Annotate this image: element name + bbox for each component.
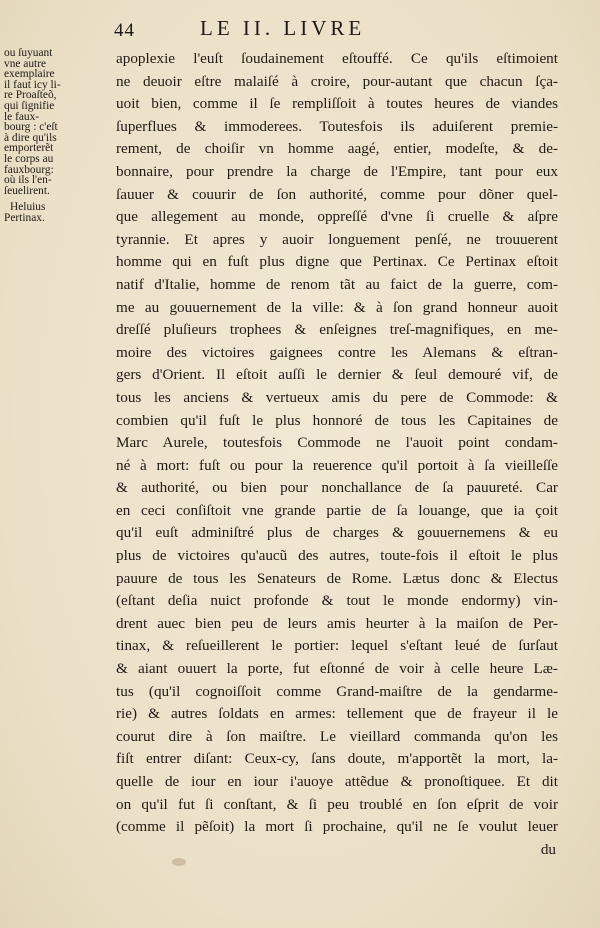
text-line: en ceci conſiſtoit vne grande partie de ſa louange, que ia çoit xyxy=(116,501,558,519)
text-line: & authorité, ou bien pour nonchallance de ſa pauureté. Car xyxy=(116,479,558,497)
text-line: que allegement au monde, oppreſſé d'vne ſi cruelle & aſpre xyxy=(116,208,558,226)
margin-note: fauxbourg: xyxy=(4,163,54,176)
margin-note: Pertinax. xyxy=(4,211,45,224)
text-line: quelle de iour en iour i'auoye attẽdue & pronoſtiquee. Et dit xyxy=(116,773,558,790)
text-line: homme qui en fuſt plus digne que Pertinax. Ce Pertinax eſtoit xyxy=(116,253,558,271)
page-number: 44 xyxy=(114,20,135,41)
text-line: ſuperflues & immoderees. Toutesfois ils aduiſerent premie- xyxy=(116,117,558,135)
text-line: bonnaire, pour prendre la charge de l'Empire, tant pour eux xyxy=(116,162,558,180)
body-text xyxy=(116,48,558,861)
text-line: fiſt entrer diſant: Ceux-cy, ſans doute, m'apportẽt la mort, la- xyxy=(116,750,558,768)
text-line: courut dire à ſon maiſtre. Le vieillard commanda qu'on les xyxy=(116,727,558,745)
text-line: tous les anciens & vertueux amis du pere de Commode: & xyxy=(116,388,558,406)
text-line: uoit bien, comme il ſe rempliſſoit à toutes heures de viandes xyxy=(116,95,558,113)
margin-note: exemplaire xyxy=(4,68,55,81)
text-line: natif d'Italie, homme de renom tãt au faict de la guerre, com- xyxy=(116,275,558,293)
text-line: dreſſé pluſieurs trophees & enſeignes treſ-magnifiques, en me- xyxy=(116,321,558,339)
margin-note: re Proaſteõ, xyxy=(4,89,57,102)
page-header xyxy=(30,14,570,42)
text-line: ſauuer & couurir de ſon authorité, comme pour dõner quel- xyxy=(116,185,558,203)
text-line: (comme il pẽſoit) la mort ſi prochaine, qu'il ne ſe voulut leuer xyxy=(116,818,558,836)
text-line: on qu'il fut ſi conſtant, & ſi peu troublé en ſon eſprit de voir xyxy=(116,795,558,813)
text-line: (eſtant deſia nuict profonde & tout le monde endormy) vin- xyxy=(116,592,558,610)
margin-note: Heluius xyxy=(10,201,46,214)
margin-note: bourg : c'eſt xyxy=(4,121,58,134)
ink-stain xyxy=(172,858,186,866)
margin-note: emporterẽt xyxy=(4,142,54,155)
text-line: apoplexie l'euſt ſoudainement eſtouffé. Ce qu'ils eſtimoient xyxy=(116,50,558,67)
text-line: tinax, & reſueillerent le portier: lequel s'eſtant leué de ſurſaut xyxy=(116,637,558,655)
text-line: tyrannie. Et apres y auoir longuement penſé, ne trouuerent xyxy=(116,230,558,248)
margin-note: où ils l'en- xyxy=(4,174,52,187)
text-line: moire des victoires gaignees contre les Alemans & eſtran- xyxy=(116,343,558,361)
text-line: rie) & autres ſoldats en armes: tellement que de frayeur il le xyxy=(116,705,558,723)
margin-note: qui ſignifie xyxy=(4,99,55,112)
text-line: né à mort: fuſt ou pour la reuerence qu'il portoit à ſa vieilleſſe xyxy=(116,456,558,474)
text-line: plus de victoires qu'aucũ des autres, toute-fois il eſtoit le plus xyxy=(116,547,558,565)
text-line: me au gouuernement de la ville: & à ſon grand honneur auoit xyxy=(116,298,558,316)
catchword: du xyxy=(540,840,556,858)
margin-note: ſeuelirent. xyxy=(4,184,50,197)
text-line: Marc Aurele, toutesfois Commode ne l'auoit point condam- xyxy=(116,434,558,452)
margin-note: ou ſuyuant xyxy=(4,47,53,59)
margin-note: vne autre xyxy=(4,57,47,70)
text-line: & aiant ouuert la porte, fut eſtonné de voir à celle heure Læ- xyxy=(116,660,558,678)
margin-notes xyxy=(4,48,110,224)
text-line: gers d'Orient. Il eſtoit auſſi le dernier & ſeul demouré vif, de xyxy=(116,366,558,384)
text-line: pauure de tous les Senateurs de Rome. Lætus donc & Electus xyxy=(116,569,558,587)
text-line: drent auec bien peu de leurs amis heurter à la maiſon de Per- xyxy=(116,614,558,632)
margin-note: il faut icy li- xyxy=(4,78,61,91)
margin-note: le corps au xyxy=(4,152,54,165)
text-line: ne deuoir eſtre malaiſé à croire, pour-autant que chacun ſça- xyxy=(116,72,558,90)
text-line: qu'il euſt adminiſtré plus de charges & gouuernemens & eu xyxy=(116,524,558,542)
text-line: rement, de choiſir vn homme aagé, entier, modeſte, & de- xyxy=(116,140,558,158)
margin-note: le faux- xyxy=(4,110,40,123)
margin-note: à dire qu'ils xyxy=(4,131,57,144)
text-line: combien qu'il fuſt le plus honnoré de tous les Capitaines de xyxy=(116,411,558,429)
running-head: LE II. LIVRE xyxy=(200,16,366,40)
text-line: tus (qu'il cognoiſſoit comme Grand-maiſtre de la gendarme- xyxy=(116,682,558,700)
